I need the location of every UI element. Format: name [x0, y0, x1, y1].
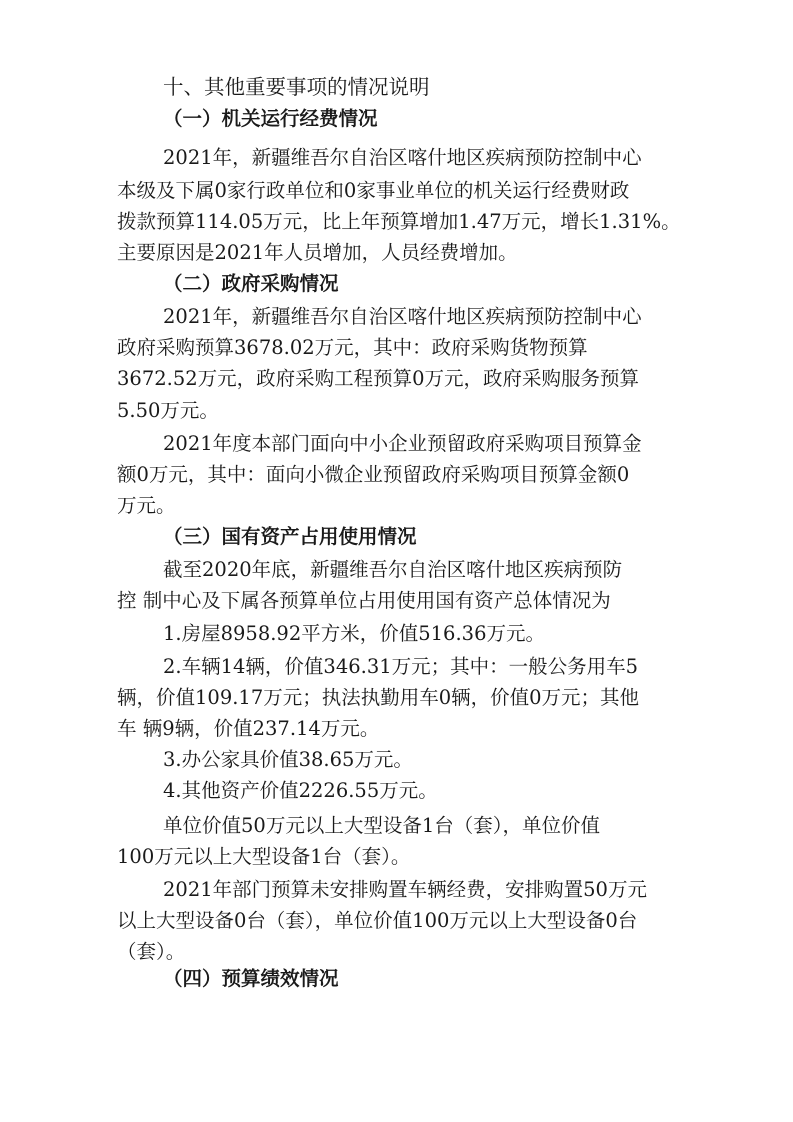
paragraph-line: 车 辆9辆，价值237.14万元。 [117, 717, 380, 740]
paragraph-line: 政府采购预算3678.02万元，其中：政府采购货物预算 [117, 336, 588, 359]
paragraph-line: 拨款预算114.05万元，比上年预算增加1.47万元，增长1.31%。 [117, 210, 681, 233]
section-title-1: （一）机关运行经费情况 [163, 107, 378, 130]
paragraph-line: 控 制中心及下属各预算单位占用使用国有资产总体情况为 [117, 589, 611, 612]
paragraph-line: 2021年部门预算未安排购置车辆经费，安排购置50万元 [163, 878, 647, 901]
list-item-houses: 1.房屋8958.92平方米，价值516.36万元。 [163, 622, 545, 645]
paragraph-line: 主要原因是2021年人员增加，人员经费增加。 [117, 241, 518, 264]
paragraph-line: 3672.52万元，政府采购工程预算0万元，政府采购服务预算 [117, 367, 640, 390]
paragraph-line: 5.50万元。 [117, 399, 219, 422]
list-item-other-assets: 4.其他资产价值2226.55万元。 [163, 779, 438, 802]
list-item-furniture: 3.办公家具价值38.65万元。 [163, 748, 413, 771]
paragraph-line: 截至2020年底，新疆维吾尔自治区喀什地区疾病预防 [163, 558, 623, 581]
paragraph-line: 额0万元，其中：面向小微企业预留政府采购项目预算金额0 [117, 463, 630, 486]
paragraph-line: 100万元以上大型设备1台（套）。 [117, 845, 411, 868]
paragraph-line: 2021年，新疆维吾尔自治区喀什地区疾病预防控制中心 [163, 305, 642, 328]
section-title-4: （四）预算绩效情况 [163, 967, 339, 990]
paragraph-line: 以上大型设备0台（套），单位价值100万元以上大型设备0台 [117, 909, 638, 932]
paragraph-line: 2021年度本部门面向中小企业预留政府采购项目预算金 [163, 432, 642, 455]
paragraph-line: 本级及下属0家行政单位和0家事业单位的机关运行经费财政 [117, 179, 630, 202]
paragraph-line: 2021年，新疆维吾尔自治区喀什地区疾病预防控制中心 [163, 146, 642, 169]
paragraph-line: （套）。 [117, 940, 186, 963]
section-title-2: （二）政府采购情况 [163, 272, 339, 295]
paragraph-line: 辆，价值109.17万元；执法执勤用车0辆，价值0万元；其他 [117, 686, 640, 709]
list-item-vehicles: 2.车辆14辆，价值346.31万元；其中：一般公务用车5 [163, 655, 639, 678]
paragraph-line: 万元。 [117, 494, 176, 517]
page-heading: 十、其他重要事项的情况说明 [163, 75, 430, 99]
paragraph-line: 单位价值50万元以上大型设备1台（套），单位价值 [163, 814, 600, 837]
section-title-3: （三）国有资产占用使用情况 [163, 525, 417, 548]
